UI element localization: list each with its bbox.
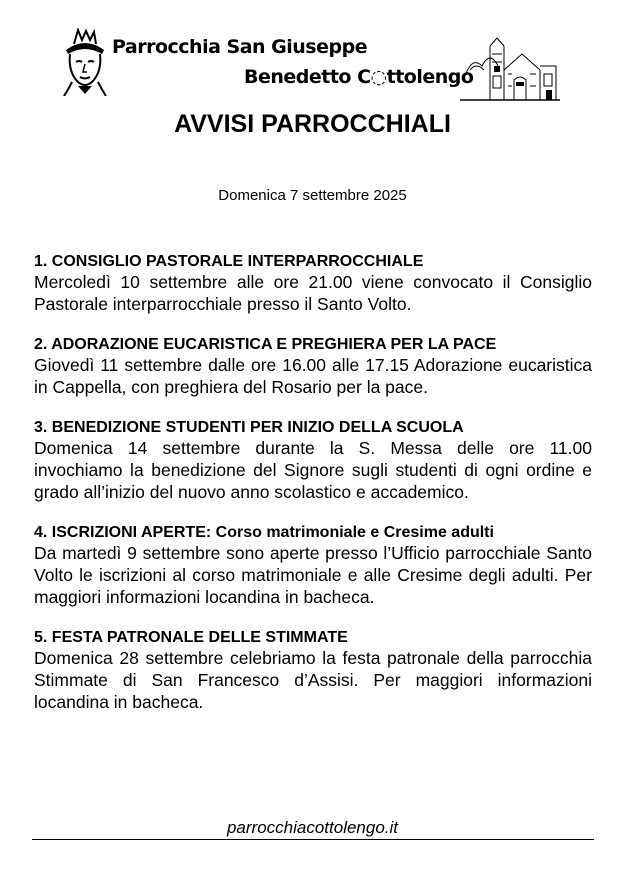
footer-website-link[interactable]: parrocchiacottolengo.it: [226, 818, 399, 837]
header: [0, 0, 625, 110]
notice-item: [34, 418, 592, 503]
notice-title: 5. FESTA PATRONALE DELLE STIMMATE: [34, 629, 348, 646]
notice-text: Da martedì 9 settembre sono aperte presso l’Ufficio parrocchiale Santo Volto le iscrizioni al corso matrimoniale e alle Cresime degli adulti. Per maggiori informazioni locandina in bacheca.: [34, 543, 592, 607]
notice-title: 4. ISCRIZIONI APERTE: Corso matrimoniale e Cresime adulti: [34, 524, 494, 541]
notice-item: [34, 335, 592, 398]
notice-title: 3. BENEDIZIONE STUDENTI PER INIZIO DELLA SCUOLA: [34, 419, 464, 436]
church-drawing-illustration: [460, 36, 560, 102]
notice-title: 1. CONSIGLIO PASTORALE INTERPARROCCHIALE: [34, 253, 424, 270]
notice-item: [34, 252, 592, 315]
notice-text: Domenica 14 settembre durante la S. Messa delle ore 11.00 invochiamo la benedizione del Signore sugli studenti di ogni ordine e grado all’inizio del nuovo anno scolastico e accademico.: [34, 438, 592, 502]
page-title: AVVISI PARROCCHIALI: [174, 110, 451, 138]
bulletin-date: Domenica 7 settembre 2025: [218, 187, 407, 204]
notice-text: Domenica 28 settembre celebriamo la festa patronale della parrocchia Stimmate di San Francesco d’Assisi. Per maggiori informazioni locandina in bacheca.: [34, 648, 592, 712]
saint-portrait-illustration: [60, 28, 110, 96]
notice-text: Giovedì 11 settembre dalle ore 16.00 alle 17.15 Adorazione eucaristica in Cappella, con preghiera del Rosario per la pace.: [34, 355, 592, 397]
notice-text: Mercoledì 10 settembre alle ore 21.00 viene convocato il Consiglio Pastorale interparrocchiale presso il Santo Volto.: [34, 272, 592, 314]
parish-name-line1: Parrocchia San Giuseppe: [112, 36, 368, 58]
notice-item: [34, 628, 592, 713]
notice-title: 2. ADORAZIONE EUCARISTICA E PREGHIERA PER LA PACE: [34, 336, 497, 353]
footer-divider: [32, 839, 594, 840]
notices-list: [34, 252, 592, 733]
parish-name-line2: Benedetto C◌ttolengo: [244, 66, 474, 88]
notice-item: [34, 523, 592, 608]
